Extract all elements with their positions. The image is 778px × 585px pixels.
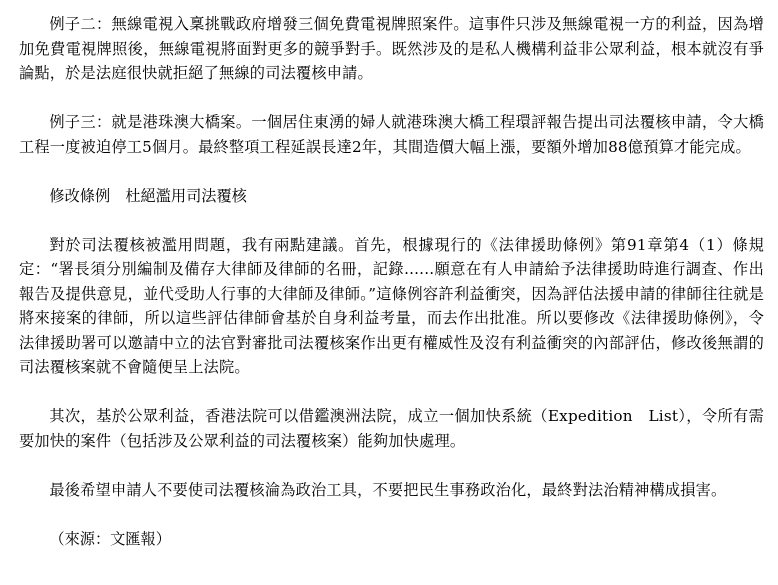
article-body xyxy=(19,12,764,551)
paragraph-conclusion: 最後希望申請人不要使司法覆核淪為政治工具，不要把民生事務政治化，最終對法治精神構成損害。 xyxy=(49,480,727,499)
source-credit: （來源：文匯報） xyxy=(49,529,171,548)
paragraph-example-three: 例子三：就是港珠澳大橋案。一個居住東湧的婦人就港珠澳大橋工程環評報告提出司法覆核申請，令大橋工程一度被迫停工5個月。最終整項工程延誤長達2年，其間造價大幅上漲，要額外增加88億預算才能完成。 xyxy=(19,113,764,156)
paragraph-spacer xyxy=(19,159,764,184)
paragraph-example-two: 例子二：無線電視入稟挑戰政府增發三個免費電視牌照案件。這事件只涉及無線電視一方的利益，因為增加免費電視牌照後，無線電視將面對更多的競爭對手。既然涉及的是私人機構利益非公眾利益，根本就沒有爭論點，於是法庭很快就拒絕了無線的司法覆核申請。 xyxy=(19,15,764,82)
section-heading: 修改條例 杜絕濫用司法覆核 xyxy=(49,186,247,205)
paragraph-spacer xyxy=(19,86,764,111)
paragraph-suggestion-two: 其次，基於公眾利益，香港法院可以借鑑澳洲法院，成立一個加快系統（Expedition List），令所有需要加快的案件（包括涉及公眾利益的司法覆核案）能夠加快處理。 xyxy=(19,407,764,450)
paragraph-spacer xyxy=(19,453,764,478)
paragraph-spacer xyxy=(19,380,764,405)
paragraph-suggestion-one: 對於司法覆核被濫用問題，我有兩點建議。首先，根據現行的《法律援助條例》第91章第4（1）條規定：“署長須分別編制及備存大律師及律師的名冊，記錄......願意在有人申請給予法律援助時進行調查、作出報告及提供意見，並代受助人行事的大律師及律師。”這條例容許利益衝突，因為評估法援申請的律師往往就是將來接案的律師，所以這些評估律師會基於自身利益考量，而去作出批准。所以要修改《法律援助條例》，令法律援助署可以邀請中立的法官對審批司法覆核案作出更有權威性及沒有利益衝突的內部評估，修改後無謂的司法覆核案就不會隨便呈上法院。 xyxy=(19,235,764,376)
paragraph-spacer xyxy=(19,502,764,527)
paragraph-spacer xyxy=(19,208,764,233)
